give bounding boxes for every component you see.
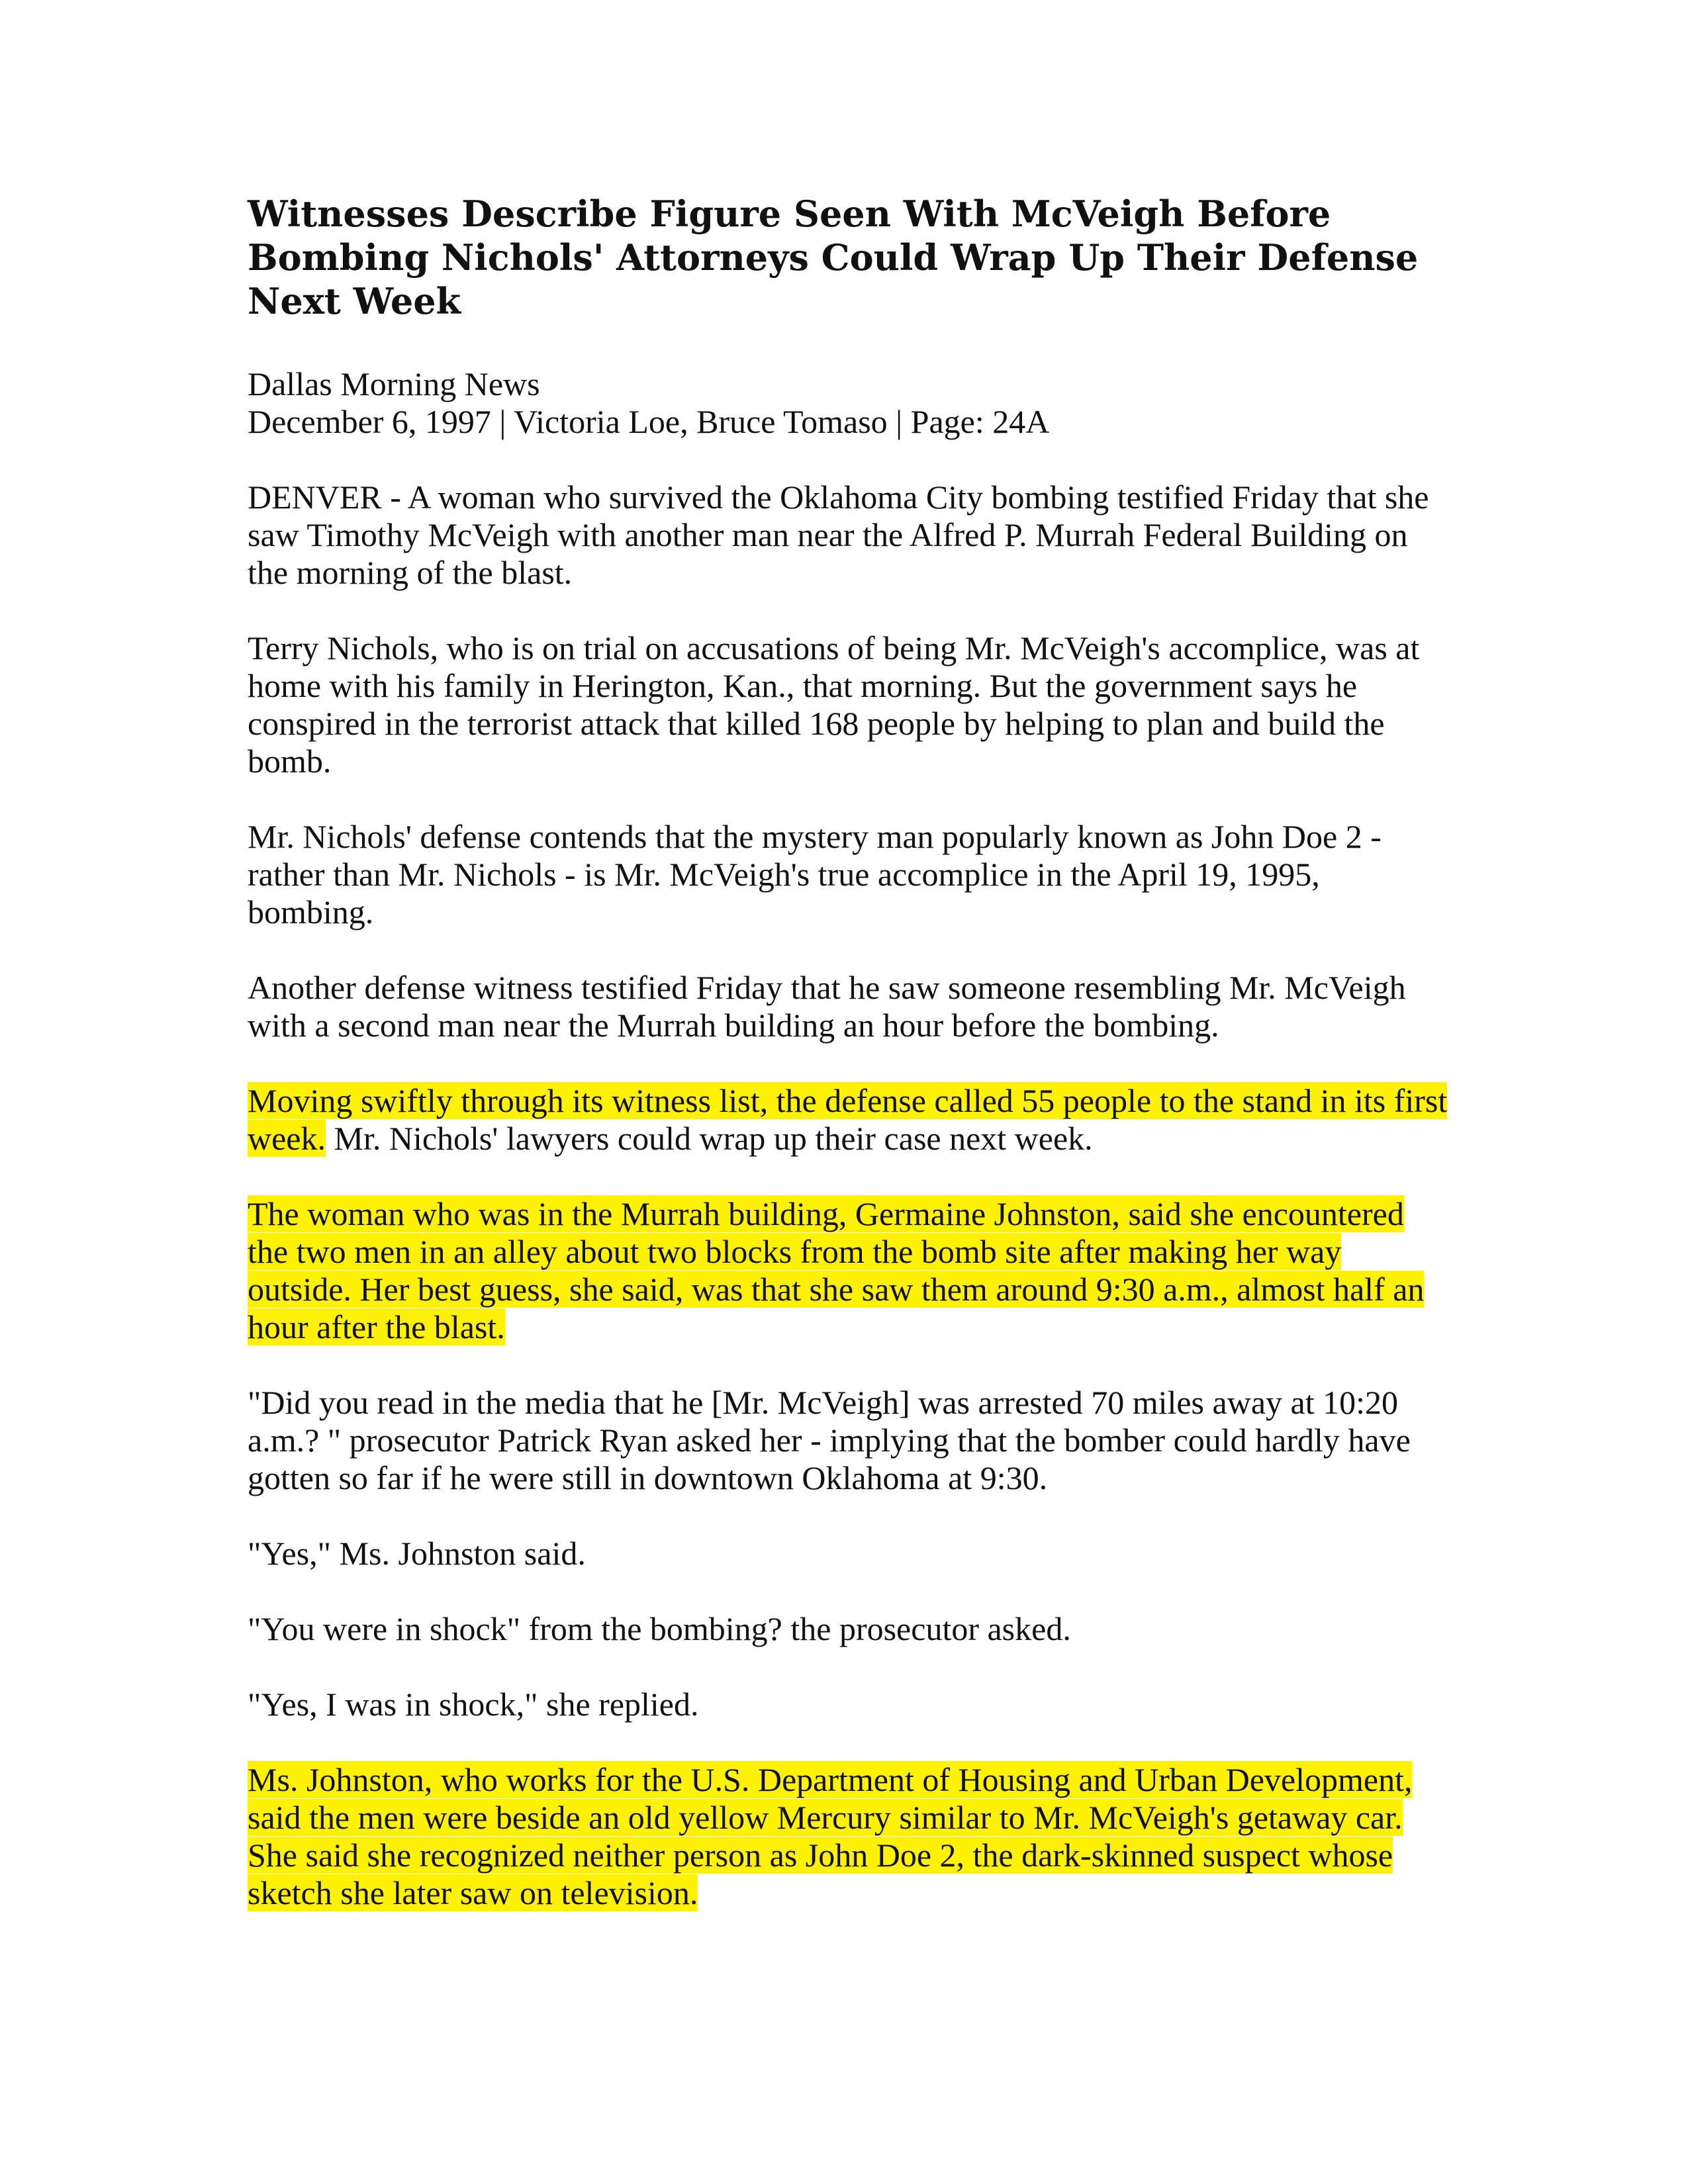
article-meta [248,365,1452,441]
highlighted-text: Moving swiftly through its witness list, the defense called 55 people to the stand in its first week. [248,1082,1448,1157]
paragraph-7: "Did you read in the media that he [Mr. McVeigh] was arrested 70 miles away at 10:20 a.m.? " prosecutor Patrick Ryan asked her - implying that the bomber could hardly have gotten so far if he were still in downtown Oklahoma at 9:30. [248,1384,1411,1496]
highlighted-text: Ms. Johnston, who works for the U.S. Department of Housing and Urban Development, said the men were beside an old yellow Mercury similar to Mr. McVeigh's getaway car. She said she recognized neither person as John Doe 2, the dark-skinned suspect whose sketch she later saw on television. [248,1761,1413,1911]
article-byline: December 6, 1997 | Victoria Loe, Bruce Tomaso | Page: 24A [248,403,1050,440]
article-headline: Witnesses Describe Figure Seen With McVeigh Before Bombing Nichols' Attorneys Could Wrap Up Their Defense Next Week [248,193,1419,322]
paragraph-8: "Yes," Ms. Johnston said. [248,1535,586,1572]
paragraph-1: DENVER - A woman who survived the Oklahoma City bombing testified Friday that she saw Timothy McVeigh with another man near the Alfred P. Murrah Federal Building on the morning of the blast. [248,478,1429,591]
highlighted-text: The woman who was in the Murrah building, Germaine Johnston, said she encountered the two men in an alley about two blocks from the bomb site after making her way outside. Her best guess, she said, was that she saw them around 9:30 a.m., almost half an hour after the blast. [248,1195,1425,1345]
paragraph-text: Mr. Nichols' lawyers could wrap up their case next week. [326,1120,1093,1157]
paragraph-4: Another defense witness testified Friday that he saw someone resembling Mr. McVeigh with a second man near the Murrah building an hour before the bombing. [248,969,1406,1044]
paragraph-5 [248,1082,1452,1158]
article-source: Dallas Morning News [248,365,540,402]
paragraph-11 [248,1761,1452,1912]
paragraph-6 [248,1195,1452,1346]
article-page [248,192,1452,1950]
paragraph-10: "Yes, I was in shock," she replied. [248,1686,699,1723]
paragraph-2: Terry Nichols, who is on trial on accusations of being Mr. McVeigh's accomplice, was at home with his family in Herington, Kan., that morning. But the government says he conspired in the terrorist attack that killed 168 people by helping to plan and build the bomb. [248,629,1420,780]
paragraph-3: Mr. Nichols' defense contends that the mystery man popularly known as John Doe 2 - rather than Mr. Nichols - is Mr. McVeigh's true accomplice in the April 19, 1995, bombing. [248,818,1382,931]
paragraph-9: "You were in shock" from the bombing? the prosecutor asked. [248,1610,1071,1647]
